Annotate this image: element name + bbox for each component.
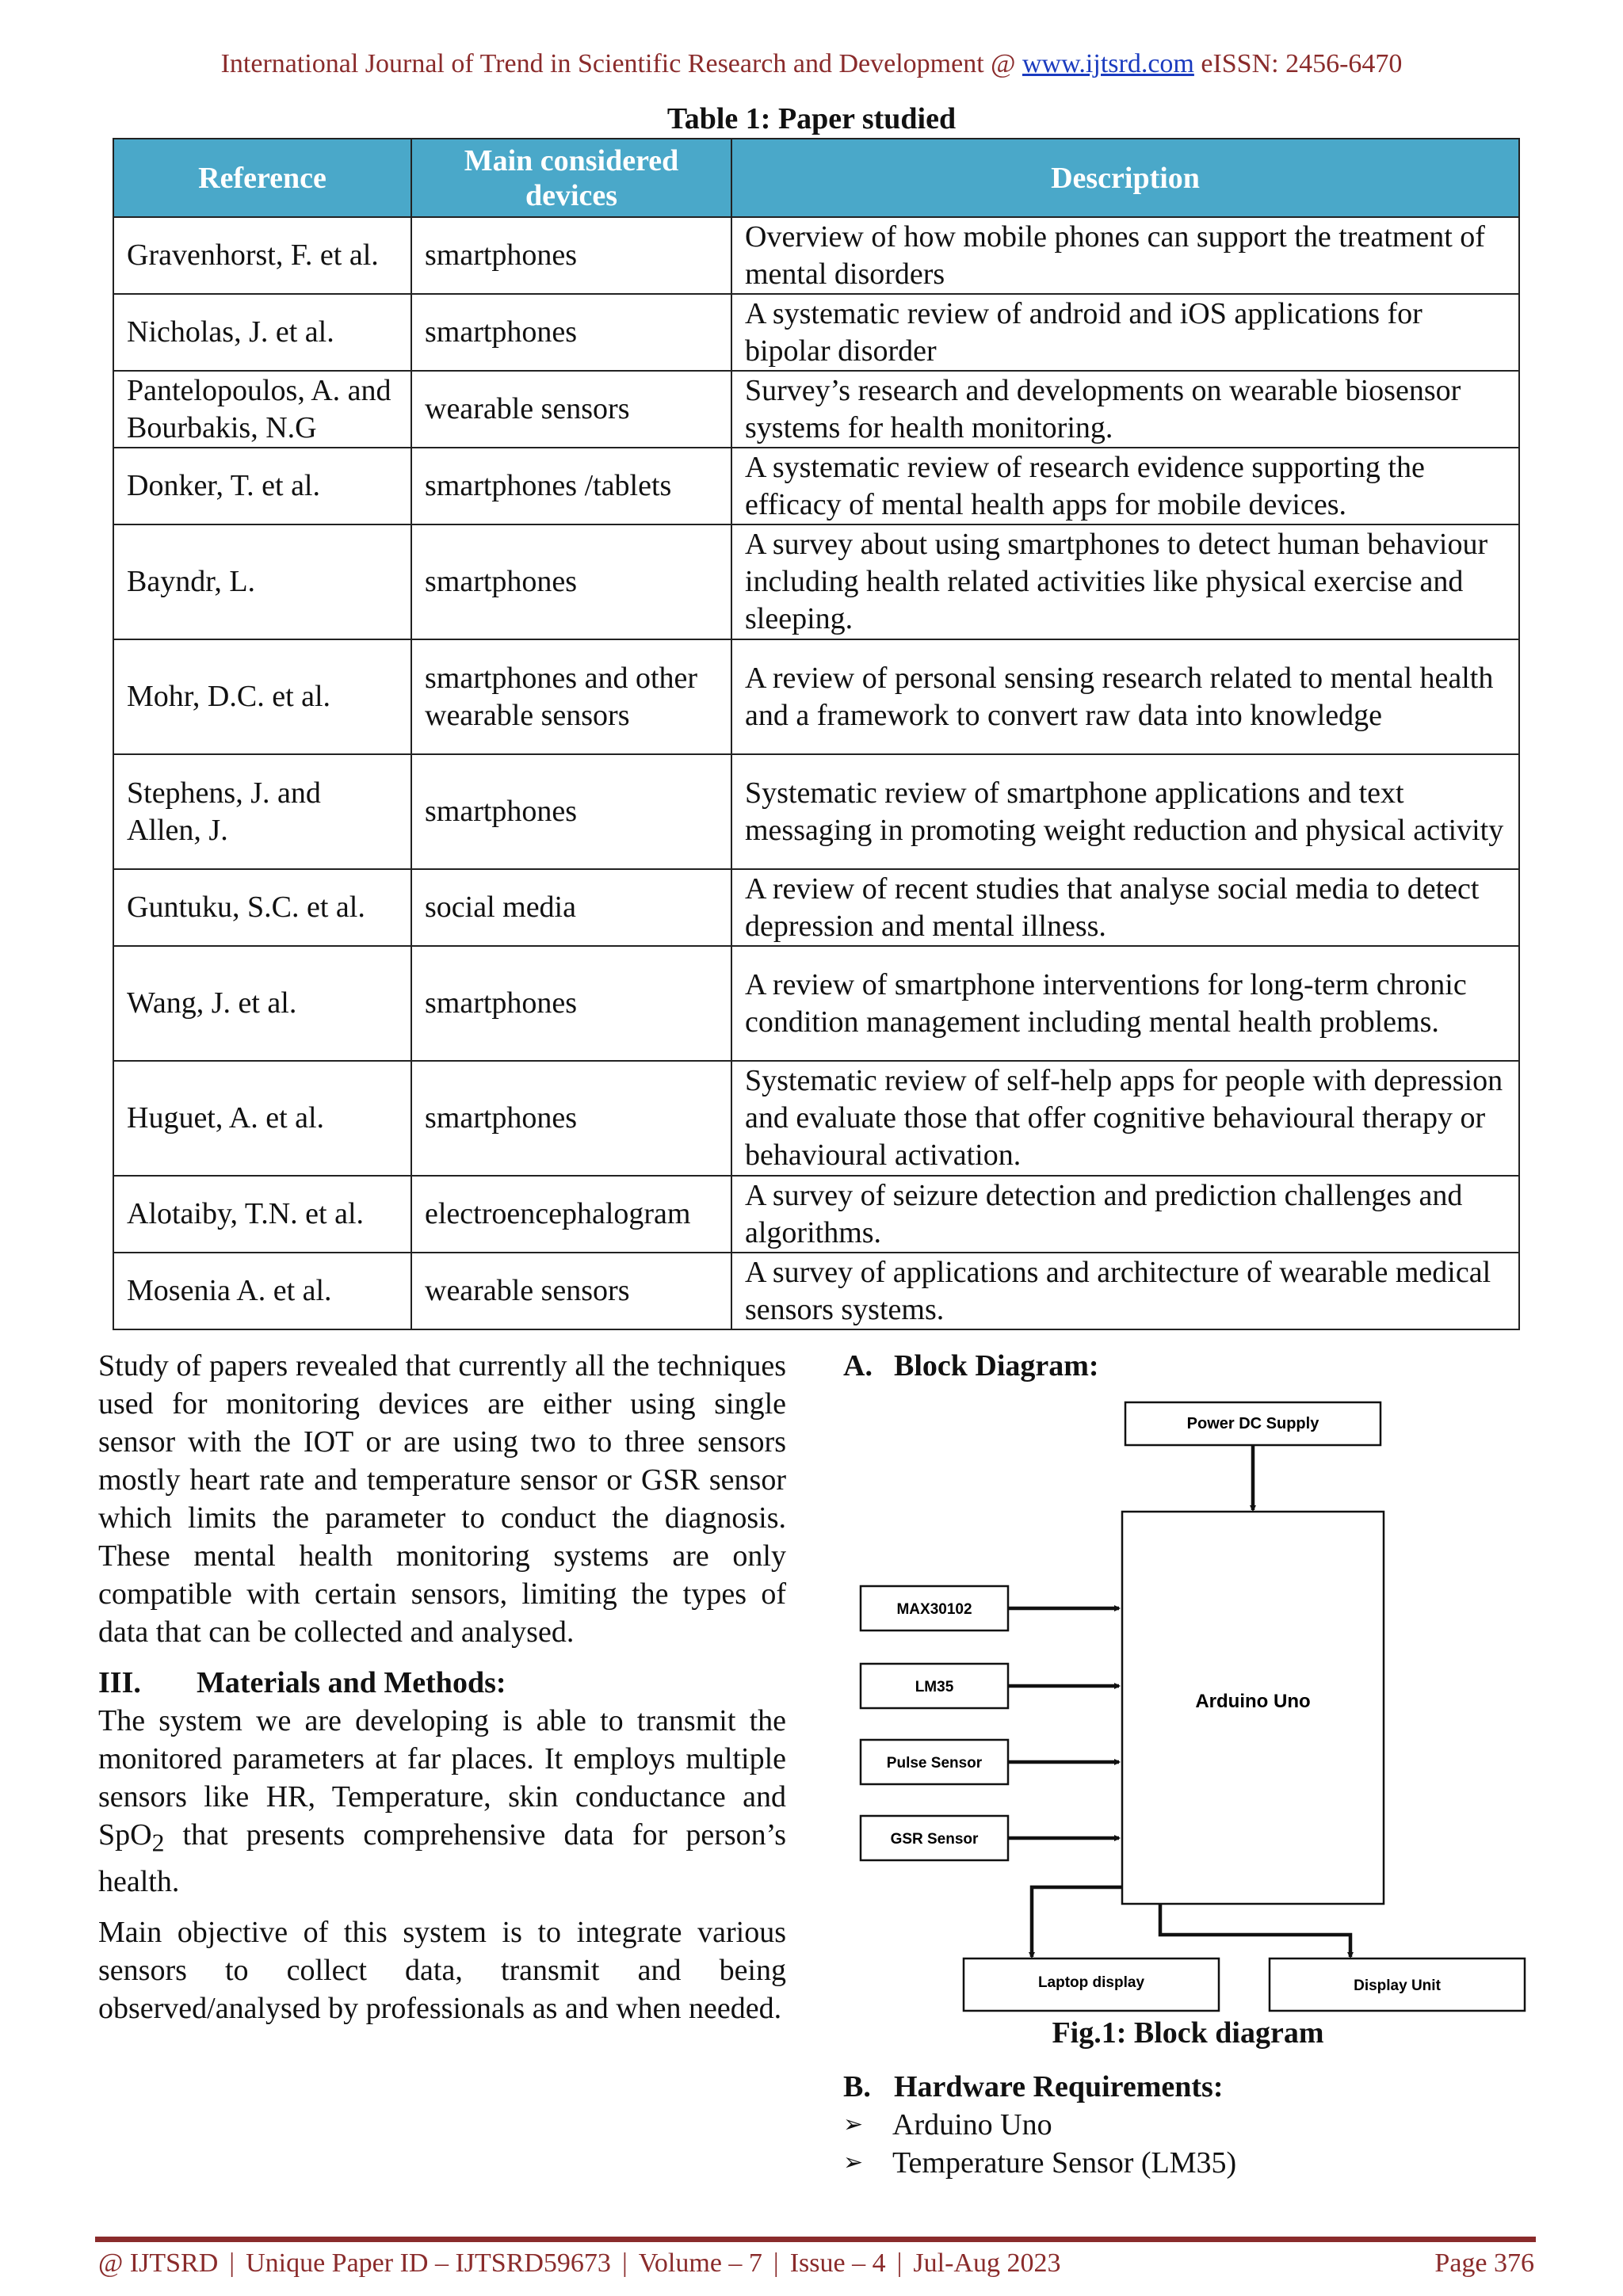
table-row: [113, 371, 1519, 448]
footer-journal: @ IJTSRD: [98, 2248, 219, 2278]
left-column: [98, 1347, 786, 2040]
table-row: [113, 448, 1519, 524]
cell-description: A survey of applications and architecture of wearable medical sensors systems.: [731, 1253, 1519, 1329]
table-row: [113, 946, 1519, 1061]
cell-description: Systematic review of smartphone applications and text messaging in promoting weight reduction and physical activity: [731, 754, 1519, 869]
sensor-label: Pulse Sensor: [886, 1755, 983, 1772]
list-item-text: Temperature Sensor (LM35): [892, 2146, 1237, 2180]
cell-description: A systematic review of research evidence supporting the efficacy of mental health apps for mobile devices.: [731, 448, 1519, 524]
cell-devices: electroencephalogram: [411, 1176, 731, 1253]
cell-devices: smartphones: [411, 217, 731, 294]
cell-devices: social media: [411, 869, 731, 946]
table-row: [113, 869, 1519, 946]
cell-reference: Bayndr, L.: [113, 524, 411, 639]
arduino-label: Arduino Uno: [1195, 1691, 1311, 1712]
block-title: Block Diagram:: [894, 1349, 1099, 1383]
sensor-label: GSR Sensor: [890, 1831, 979, 1848]
cell-description: A survey about using smartphones to detect human behaviour including health related activities like physical exercise and sleeping.: [731, 524, 1519, 639]
section-number: III.: [98, 1666, 141, 1699]
cell-reference: Nicholas, J. et al.: [113, 294, 411, 371]
footer-separator: |: [773, 2248, 779, 2278]
sensor-block-pulse: [861, 1740, 1008, 1784]
figure-caption: Fig.1: Block diagram: [1052, 2016, 1324, 2050]
footer-separator: |: [229, 2248, 235, 2278]
page-number: Page 376: [1434, 2248, 1534, 2278]
hardware-title: Hardware Requirements:: [894, 2070, 1224, 2103]
cell-reference: Alotaiby, T.N. et al.: [113, 1176, 411, 1253]
power-supply-label: Power DC Supply: [1186, 1415, 1319, 1432]
column-header-reference: Reference: [113, 139, 411, 217]
cell-devices: smartphones: [411, 294, 731, 371]
sensor-label: LM35: [915, 1679, 954, 1695]
table-row: [113, 217, 1519, 294]
spacer: [1350, 1904, 1363, 1930]
cell-description: A systematic review of android and iOS applications for bipolar disorder: [731, 294, 1519, 371]
journal-link[interactable]: www.ijtsrd.com: [1022, 49, 1194, 78]
table-row: [113, 524, 1519, 639]
cell-reference: Donker, T. et al.: [113, 448, 411, 524]
cell-devices: smartphones: [411, 946, 731, 1061]
power-supply-block: [1125, 1402, 1381, 1445]
cell-reference: Guntuku, S.C. et al.: [113, 869, 411, 946]
cell-description: A review of recent studies that analyse social media to detect depression and mental illness.: [731, 869, 1519, 946]
display-unit-label: Display Unit: [1354, 1978, 1441, 1994]
table-row: [113, 1176, 1519, 1253]
methods-paragraph: [98, 1702, 786, 1901]
cell-reference: Stephens, J. and Allen, J.: [113, 754, 411, 869]
cell-devices: smartphones /tablets: [411, 448, 731, 524]
papers-table: [113, 138, 1520, 1330]
issn: eISSN: 2456-6470: [1193, 49, 1403, 78]
arrow-bullet-icon: ➢: [843, 2111, 864, 2138]
footer-volume: Volume – 7: [638, 2248, 762, 2278]
footer-separator: |: [621, 2248, 628, 2278]
cell-devices: wearable sensors: [411, 1253, 731, 1329]
footer-paper-id: Unique Paper ID – IJTSRD59673: [246, 2248, 611, 2278]
cell-description: Survey’s research and developments on wearable biosensor systems for health monitoring.: [731, 371, 1519, 448]
sensor-label: MAX30102: [896, 1601, 972, 1618]
hardware-heading: [843, 2068, 1533, 2106]
table-row: [113, 1253, 1519, 1329]
arduino-block: [1122, 1512, 1384, 1904]
cell-reference: Mosenia A. et al.: [113, 1253, 411, 1329]
table-row: [113, 639, 1519, 754]
hardware-list: [843, 2106, 1533, 2182]
study-paragraph: Study of papers revealed that currently all the techniques used for monitoring devices are either using single sensor with the IOT or are using two to three sensors mostly heart rate and temperature sensor or GSR sensor which limits the parameter to conduct the diagnosis. These mental health monitoring systems are only compatible with certain sensors, limiting the types of data that can be collected and analysed.: [98, 1349, 786, 1649]
cell-description: A survey of seizure detection and prediction challenges and algorithms.: [731, 1176, 1519, 1253]
column-header-devices: Main considered devices: [411, 139, 731, 217]
hardware-letter: B.: [843, 2070, 871, 2103]
table-row: [113, 754, 1519, 869]
section-heading: [98, 1664, 786, 1702]
list-item: [843, 2144, 1533, 2182]
journal-name: International Journal of Trend in Scientific Research and Development @: [220, 49, 1022, 78]
cell-reference: Gravenhorst, F. et al.: [113, 217, 411, 294]
methods-text-tail: that presents comprehensive data for person’s health.: [98, 1818, 786, 1898]
laptop-arrow: [1032, 1887, 1122, 1957]
footer-issue: Issue – 4: [789, 2248, 886, 2278]
footer-rule: [95, 2237, 1536, 2242]
display-arrow-a: [1160, 1904, 1350, 1957]
cell-devices: smartphones: [411, 1061, 731, 1176]
column-header-description: Description: [731, 139, 1519, 217]
cell-reference: Wang, J. et al.: [113, 946, 411, 1061]
section-title: Materials and Methods:: [197, 1666, 506, 1699]
methods-text: The system we are developing is able to transmit the monitored parameters at far places. It employs multiple sensors like HR, Temperature, skin conductance and SpO: [98, 1704, 786, 1852]
spo2-subscript: 2: [151, 1829, 165, 1857]
footer-separator: |: [896, 2248, 903, 2278]
cell-description: Overview of how mobile phones can support the treatment of mental disorders: [731, 217, 1519, 294]
list-item: [843, 2106, 1533, 2144]
cell-devices: smartphones and other wearable sensors: [411, 639, 731, 754]
cell-description: Systematic review of self-help apps for people with depression and evaluate those that offer cognitive behavioural therapy or behavioural activation.: [731, 1061, 1519, 1176]
objective-paragraph: Main objective of this system is to integrate various sensors to collect data, transmit and being observed/analysed by professionals as and when needed.: [98, 1915, 786, 2025]
block-letter: A.: [843, 1349, 873, 1383]
cell-devices: wearable sensors: [411, 371, 731, 448]
cell-reference: Huguet, A. et al.: [113, 1061, 411, 1176]
running-header: [0, 49, 1623, 79]
cell-reference: Mohr, D.C. et al.: [113, 639, 411, 754]
arrow-bullet-icon: ➢: [843, 2149, 864, 2176]
footer-date: Jul-Aug 2023: [913, 2248, 1061, 2278]
hardware-requirements: [843, 2068, 1533, 2182]
sensor-block-gsr: [861, 1816, 1008, 1860]
laptop-display-label: Laptop display: [1037, 1974, 1145, 1991]
table-title: Table 1: Paper studied: [666, 102, 957, 135]
sensor-block-max30102: [861, 1586, 1008, 1630]
table-header-row: [113, 139, 1519, 217]
laptop-display-block: [964, 1958, 1219, 2011]
cell-reference: Pantelopoulos, A. and Bourbakis, N.G: [113, 371, 411, 448]
block-diagram-heading: [843, 1347, 1533, 1385]
block-diagram: [843, 1388, 1533, 2030]
table-row: [113, 294, 1519, 371]
cell-description: A review of smartphone interventions for long-term chronic condition management including mental health problems.: [731, 946, 1519, 1061]
list-item-text: Arduino Uno: [892, 2108, 1052, 2142]
page-footer: [98, 2248, 1534, 2279]
right-column: [843, 1347, 1533, 1385]
sensor-block-lm35: [861, 1664, 1008, 1708]
display-unit-block: [1270, 1958, 1525, 2011]
cell-description: A review of personal sensing research related to mental health and a framework to convert raw data into knowledge: [731, 639, 1519, 754]
table-row: [113, 1061, 1519, 1176]
cell-devices: smartphones: [411, 524, 731, 639]
cell-devices: smartphones: [411, 754, 731, 869]
